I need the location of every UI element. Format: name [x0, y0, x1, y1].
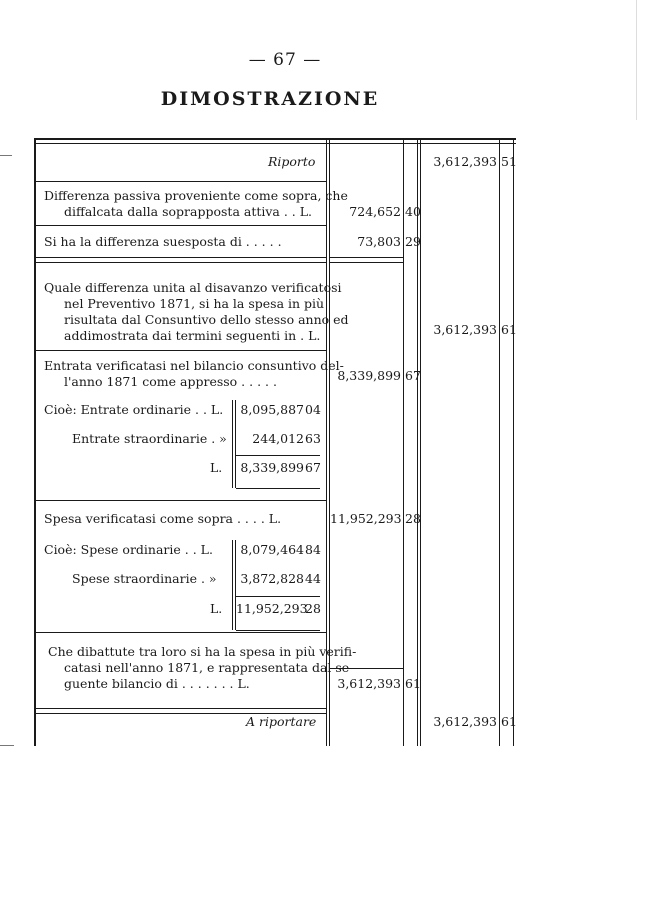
riporto-amount: 3,612,393: [433, 154, 497, 169]
spese-totale-amount: 11,952,293: [236, 601, 308, 616]
spesa-cents: 28: [405, 511, 421, 526]
edge-mark: [0, 155, 12, 156]
diff-suesposta-line1: Si ha la differenza suesposta di . . . . .: [44, 234, 282, 249]
entrata-cents: 67: [405, 368, 421, 383]
quale-diff-line3: risultata dal Consuntivo dello stesso anno ed: [64, 312, 349, 327]
riporto-cents: 51: [501, 154, 517, 169]
che-dibattute-cents: 61: [405, 676, 421, 691]
entrate-ordinarie-amount: 8,095,887: [240, 402, 304, 417]
diff-suesposta-amount: 73,803: [357, 234, 401, 249]
spese-straordinarie-cents: 44: [305, 571, 321, 586]
spesa-line1: Spesa verificatasi come sopra . . . . L.: [44, 511, 282, 526]
diff-passiva-cents: 40: [405, 204, 421, 219]
spese-straordinarie-label: Spese straordinarie . »: [72, 571, 217, 586]
quale-diff-line1: Quale differenza unita al disavanzo verificatosi: [44, 280, 342, 295]
entrate-straordinarie-cents: 63: [305, 431, 321, 446]
entrate-straordinarie-label: Entrate straordinarie . »: [72, 431, 227, 446]
spese-totale-cents: 28: [305, 601, 321, 616]
quale-diff-line4: addimostrata dai termini seguenti in . L.: [64, 328, 321, 343]
entrate-ordinarie-cents: 04: [305, 402, 321, 417]
che-dibattute-amount: 3,612,393: [337, 676, 401, 691]
riporto-label: Riporto: [268, 154, 316, 169]
entrate-straordinarie-amount: 244,012: [252, 431, 304, 446]
diff-passiva-line2: diffalcata dalla soprapposta attiva . . L.: [64, 204, 313, 219]
page-number: — 67 —: [248, 50, 322, 70]
quale-diff-cents: 61: [501, 322, 517, 337]
entrate-totale-cents: 67: [305, 460, 321, 475]
entrate-ordinarie-label: Cioè: Entrate ordinarie . . L.: [44, 402, 224, 417]
a-riportare-cents: 61: [501, 714, 517, 729]
entrate-totale-label: L.: [210, 460, 223, 475]
diff-passiva-amount: 724,652: [349, 204, 401, 219]
entrata-line1: Entrata verificatasi nel bilancio consuntivo del-: [44, 358, 344, 373]
entrata-amount: 8,339,899: [337, 368, 401, 383]
a-riportare-label: A riportare: [246, 714, 317, 729]
quale-diff-amount: 3,612,393: [433, 322, 497, 337]
spese-ordinarie-label: Cioè: Spese ordinarie . . L.: [44, 542, 213, 557]
che-dibattute-line1: Che dibattute tra loro si ha la spesa in più verifi-: [48, 644, 357, 659]
spese-ordinarie-amount: 8,079,464: [240, 542, 304, 557]
a-riportare-amount: 3,612,393: [433, 714, 497, 729]
entrate-totale-amount: 8,339,899: [240, 460, 304, 475]
quale-diff-line2: nel Preventivo 1871, si ha la spesa in più: [64, 296, 325, 311]
spese-straordinarie-amount: 3,872,828: [240, 571, 304, 586]
entrata-line2: l'anno 1871 come appresso . . . . .: [64, 374, 277, 389]
spesa-amount: 11,952,293: [330, 511, 402, 526]
diff-suesposta-cents: 29: [405, 234, 421, 249]
che-dibattute-line2: catasi nell'anno 1871, e rappresentata dal se-: [64, 660, 354, 675]
spese-totale-label: L.: [210, 601, 223, 616]
spese-ordinarie-cents: 84: [305, 542, 321, 557]
edge-mark: [0, 745, 14, 746]
edge-mark: [636, 0, 637, 120]
page-title: DIMOSTRAZIONE: [160, 88, 380, 110]
diff-passiva-line1: Differenza passiva proveniente come sopra, che: [44, 188, 348, 203]
che-dibattute-line3: guente bilancio di . . . . . . . L.: [64, 676, 250, 691]
